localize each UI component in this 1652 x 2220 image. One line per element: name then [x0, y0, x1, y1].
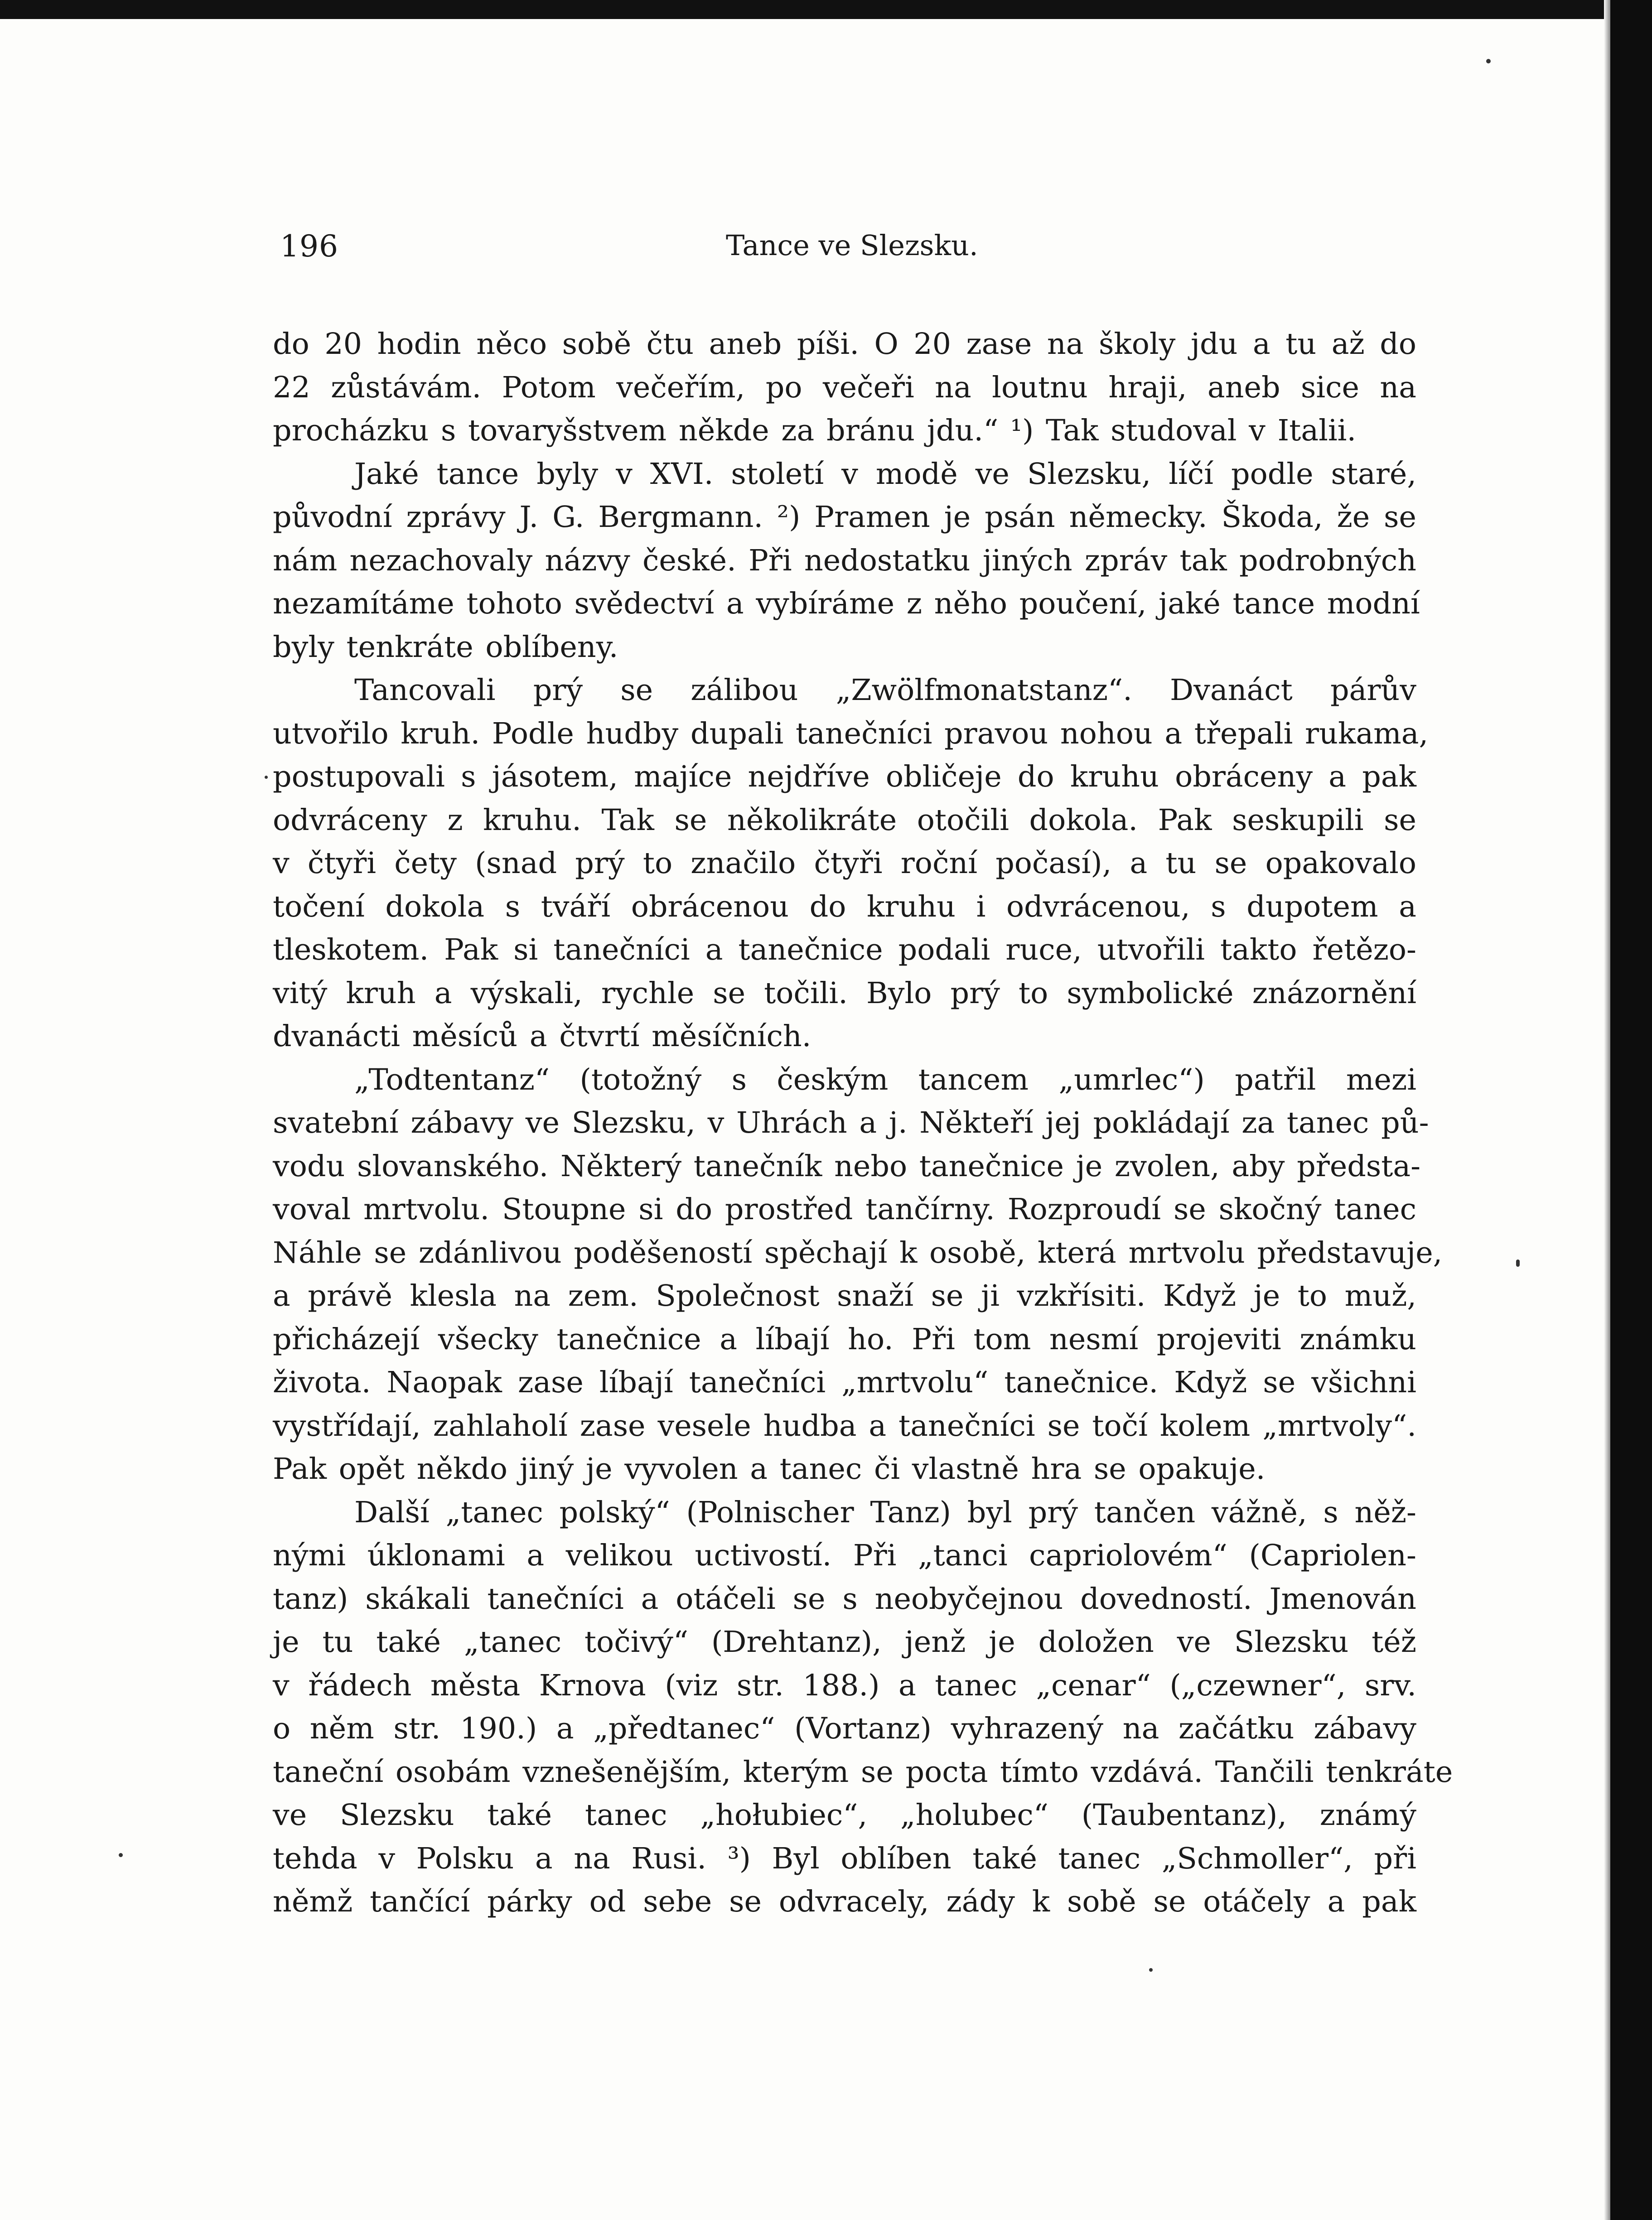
- text-line: Další „tanec polský“ (Polnischer Tanz) byl prý tančen vážně, s něž-: [354, 1495, 1416, 1530]
- text-line: je tu také „tanec točivý“ (Drehtanz), jenž je doložen ve Slezsku též: [273, 1625, 1416, 1659]
- text-line: 22 zůstávám. Potom večeřím, po večeři na loutnu hraji, aneb sice na: [273, 370, 1416, 405]
- page-header: [0, 229, 1652, 270]
- text-line: procházku s tovaryšstvem někde za bránu jdu.“ ¹) Tak studoval v Italii.: [273, 414, 1357, 448]
- text-line: v řádech města Krnova (viz str. 188.) a tanec „cenar“ („czewner“, srv.: [273, 1668, 1416, 1703]
- text-line: do 20 hodin něco sobě čtu aneb píši. O 20 zase na školy jdu a tu až do: [273, 327, 1416, 361]
- text-line: točení dokola s tváří obrácenou do kruhu i odvrácenou, s dupotem a: [273, 889, 1416, 924]
- text-line: Jaké tance byly v XVI. století v modě ve Slezsku, líčí podle staré,: [354, 457, 1416, 491]
- scan-speck: [1149, 1968, 1153, 1972]
- running-title: Tance ve Slezsku.: [726, 229, 978, 262]
- text-line: vitý kruh a výskali, rychle se točili. Bylo prý to symbolické znázornění: [273, 976, 1416, 1010]
- page-number: 196: [280, 229, 338, 264]
- text-line: Náhle se zdánlivou poděšeností spěchají k osobě, která mrtvolu představuje,: [273, 1235, 1443, 1270]
- text-line: Pak opět někdo jiný je vyvolen a tanec či vlastně hra se opakuje.: [273, 1452, 1266, 1486]
- text-line: ve Slezsku také tanec „hołubiec“, „holubec“ (Taubentanz), známý: [273, 1798, 1416, 1832]
- text-line: svatební zábavy ve Slezsku, v Uhrách a j. Někteří jej pokládají za tanec pů-: [273, 1106, 1429, 1140]
- text-line: nými úklonami a velikou uctivostí. Při „tanci capriolovém“ (Capriolen-: [273, 1539, 1416, 1573]
- body-text: [273, 323, 1453, 1924]
- text-line: tehda v Polsku a na Rusi. ³) Byl oblíben také tanec „Schmoller“, při: [273, 1841, 1416, 1876]
- text-line: byly tenkráte oblíbeny.: [273, 630, 618, 664]
- text-line: původní zprávy J. G. Bergmann. ²) Pramen je psán německy. Škoda, že se: [273, 500, 1416, 534]
- text-line: v čtyři čety (snad prý to značilo čtyři roční počasí), a tu se opakovalo: [273, 846, 1416, 880]
- text-line: taneční osobám vznešenějším, kterým se pocta tímto vzdává. Tančili tenkráte: [273, 1755, 1453, 1789]
- text-line: přicházejí všecky tanečnice a líbají ho. Při tom nesmí projeviti známku: [273, 1322, 1416, 1356]
- text-line: života. Naopak zase líbají tanečníci „mrtvolu“ tanečnice. Když se všichni: [273, 1366, 1416, 1400]
- text-line: postupovali s jásotem, majíce nejdříve obličeje do kruhu obráceny a pak: [273, 760, 1416, 794]
- text-line: tleskotem. Pak si tanečníci a tanečnice podali ruce, utvořili takto řetězo-: [273, 933, 1416, 967]
- scan-speck: [119, 1853, 123, 1857]
- text-line: nezamítáme tohoto svědectví a vybíráme z něho poučení, jaké tance modní: [273, 587, 1420, 621]
- scan-right-border: [1610, 0, 1652, 2220]
- scan-top-border: [0, 0, 1652, 19]
- text-line: o něm str. 190.) a „předtanec“ (Vortanz) vyhrazený na začátku zábavy: [273, 1712, 1416, 1746]
- text-line: nám nezachovaly názvy české. Při nedostatku jiných zpráv tak podrobných: [273, 543, 1416, 578]
- scan-speck: [1486, 59, 1491, 63]
- text-line: utvořilo kruh. Podle hudby dupali tanečníci pravou nohou a třepali rukama,: [273, 716, 1429, 751]
- text-line: tanz) skákali tanečníci a otáčeli se s neobyčejnou dovedností. Jmenován: [273, 1582, 1416, 1616]
- scan-speck: [265, 776, 268, 779]
- text-line: a právě klesla na zem. Společnost snaží se ji vzkřísiti. Když je to muž,: [273, 1279, 1416, 1313]
- text-line: vystřídají, zahlaholí zase vesele hudba a tanečníci se točí kolem „mrtvoly“.: [273, 1409, 1416, 1443]
- text-line: voval mrtvolu. Stoupne si do prostřed tančírny. Rozproudí se skočný tanec: [273, 1192, 1416, 1226]
- text-line: odvráceny z kruhu. Tak se několikráte otočili dokola. Pak seskupili se: [273, 803, 1416, 837]
- text-line: Tancovali prý se zálibou „Zwölfmonatstanz“. Dvanáct párův: [354, 673, 1416, 707]
- text-line: dvanácti měsíců a čtvrtí měsíčních.: [273, 1019, 812, 1053]
- text-line: vodu slovanského. Některý tanečník nebo tanečnice je zvolen, aby předsta-: [273, 1149, 1421, 1183]
- scan-speck: [1516, 1260, 1520, 1267]
- scan-page-shadow: [1604, 0, 1610, 2220]
- text-line: němž tančící párky od sebe se odvracely, zády k sobě se otáčely a pak: [273, 1885, 1416, 1919]
- text-line: „Todtentanz“ (totožný s českým tancem „umrlec“) patřil mezi: [354, 1062, 1416, 1097]
